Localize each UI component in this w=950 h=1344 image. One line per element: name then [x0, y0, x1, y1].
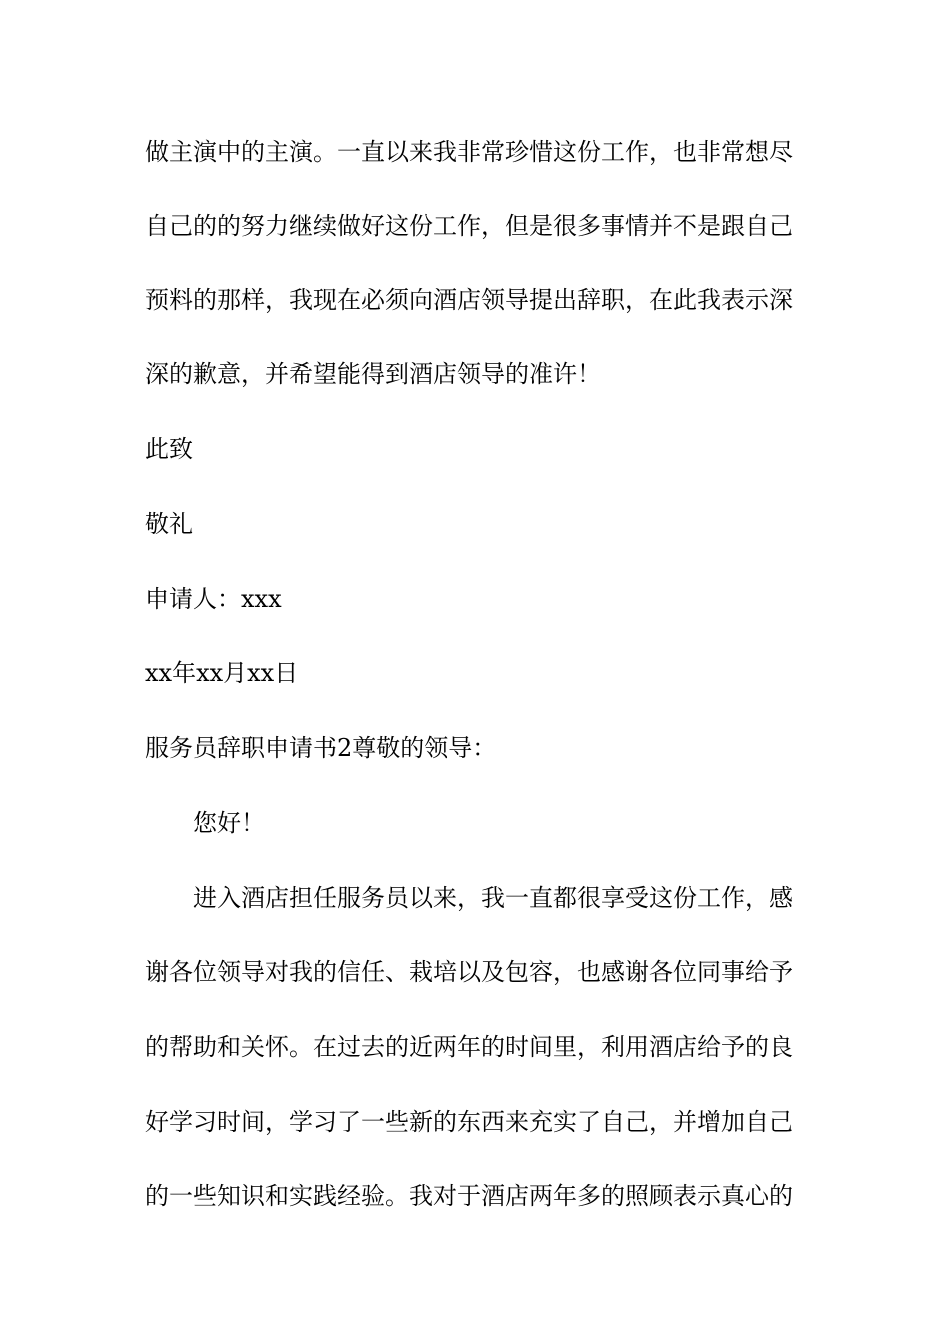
- paragraph-line: 做主演中的主演。一直以来我非常珍惜这份工作，也非常想尽: [145, 138, 793, 166]
- paragraph-line: 谢各位领导对我的信任、栽培以及包容，也感谢各位同事给予: [145, 958, 793, 986]
- paragraph-line: 预料的那样，我现在必须向酒店领导提出辞职，在此我表示深: [145, 286, 793, 314]
- applicant-signature: 申请人：xxx: [145, 585, 282, 613]
- section-heading: 服务员辞职申请书2尊敬的领导：: [145, 734, 497, 762]
- paragraph-line: 深的歉意，并希望能得到酒店领导的准许！: [145, 360, 601, 388]
- closing-salutation: 此致: [145, 435, 193, 463]
- greeting: 您好！: [193, 809, 265, 837]
- paragraph-line: 的一些知识和实践经验。我对于酒店两年多的照顾表示真心的: [145, 1182, 793, 1210]
- paragraph-line: 的帮助和关怀。在过去的近两年的时间里，利用酒店给予的良: [145, 1033, 793, 1061]
- date-line: xx年xx月xx日: [145, 659, 299, 687]
- paragraph-line: 好学习时间，学习了一些新的东西来充实了自己，并增加自己: [145, 1108, 793, 1136]
- paragraph-line: 自己的的努力继续做好这份工作，但是很多事情并不是跟自己: [145, 212, 793, 240]
- paragraph-line: 进入酒店担任服务员以来，我一直都很享受这份工作，感: [193, 884, 793, 912]
- closing-regards: 敬礼: [145, 510, 193, 538]
